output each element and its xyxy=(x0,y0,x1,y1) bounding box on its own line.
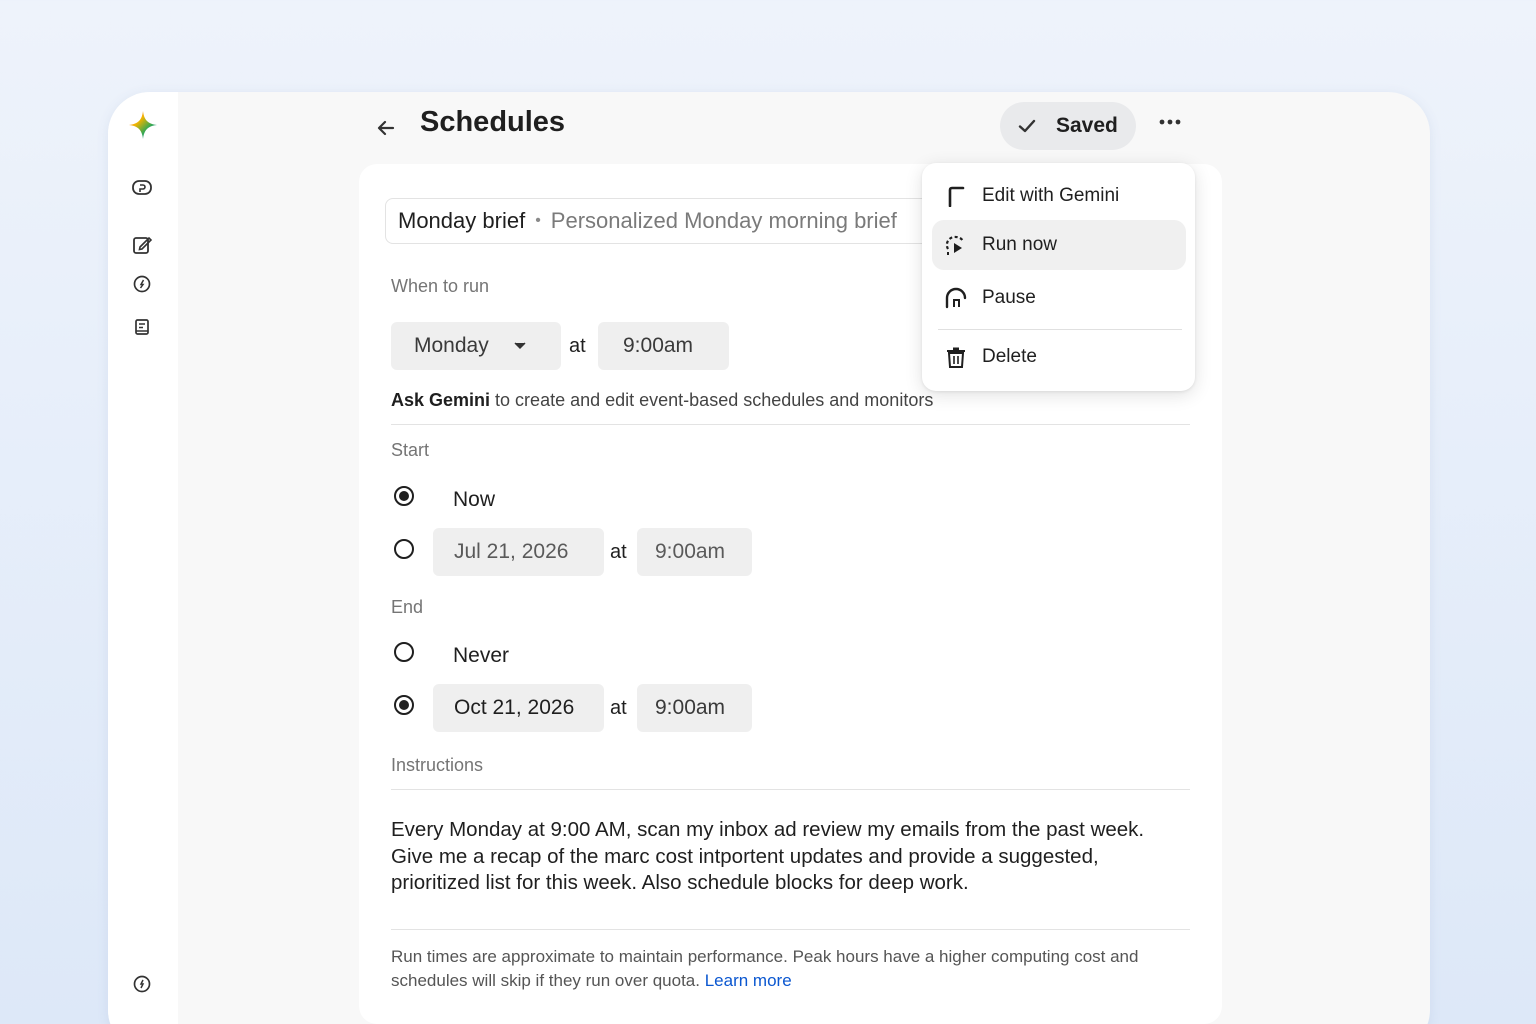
start-date-radio[interactable] xyxy=(394,539,414,559)
app-window xyxy=(108,92,1430,1024)
instructions-label: Instructions xyxy=(391,755,484,775)
nav-rail xyxy=(108,92,178,1024)
ask-gemini-hint xyxy=(391,390,933,411)
saved-label: Saved xyxy=(1056,114,1118,137)
menu-item-label: Pause xyxy=(982,287,1036,308)
at-label: at xyxy=(569,335,586,357)
edit-corner-icon xyxy=(944,184,968,208)
divider xyxy=(391,424,1190,425)
end-never-radio[interactable] xyxy=(394,642,414,662)
footnote xyxy=(391,945,1201,993)
checkmark-icon xyxy=(1016,115,1038,137)
gemini-logo-icon[interactable] xyxy=(128,110,158,140)
end-never-label: Never xyxy=(453,644,510,667)
run-time-value: 9:00am xyxy=(623,334,694,357)
run-time-field[interactable] xyxy=(598,322,729,370)
menu-item-delete[interactable] xyxy=(932,332,1186,382)
end-label: End xyxy=(391,597,424,617)
pause-icon xyxy=(944,286,968,310)
menu-item-edit-with-gemini[interactable] xyxy=(932,171,1186,221)
start-time-field[interactable] xyxy=(637,528,752,576)
start-now-label: Now xyxy=(453,488,496,511)
more-options-icon[interactable] xyxy=(1156,110,1184,134)
day-value: Monday xyxy=(414,334,489,357)
chat-bubble-icon[interactable] xyxy=(130,176,154,200)
back-arrow-icon[interactable] xyxy=(374,116,398,140)
divider xyxy=(391,929,1190,930)
start-label: Start xyxy=(391,440,430,460)
menu-item-label: Run now xyxy=(982,234,1057,255)
start-date-value: Jul 21, 2026 xyxy=(454,540,569,563)
ask-gemini-bold[interactable]: Ask Gemini xyxy=(391,390,491,410)
page-title: Schedules xyxy=(420,106,566,138)
when-to-run-label: When to run xyxy=(391,276,490,296)
start-now-radio[interactable] xyxy=(394,486,414,506)
new-chat-icon[interactable] xyxy=(130,233,154,257)
start-date-field[interactable] xyxy=(433,528,604,576)
title-separator: • xyxy=(535,212,541,229)
end-date-field[interactable] xyxy=(433,684,604,732)
day-select[interactable] xyxy=(391,322,561,370)
explore-icon[interactable] xyxy=(130,272,154,296)
trash-icon xyxy=(944,345,968,369)
ask-gemini-text: to create and edit event-based schedules and monitors xyxy=(490,390,934,410)
instructions-textarea[interactable]: Every Monday at 9:00 AM, scan my inbox ad review my emails from the past week. Give me a recap of the marc cost intportent updates and provide a suggested, prioritized list for this week. Also schedule blocks for deep work. xyxy=(391,818,1145,894)
menu-item-label: Delete xyxy=(982,346,1037,367)
end-date-radio[interactable] xyxy=(394,695,414,715)
chevron-down-icon xyxy=(513,341,527,351)
saved-button[interactable] xyxy=(1000,102,1136,150)
end-time-value: 9:00am xyxy=(655,696,726,719)
menu-item-pause[interactable] xyxy=(932,273,1186,323)
end-at-label: at xyxy=(610,697,627,719)
footnote-text: Run times are approximate to maintain performance. Peak hours have a higher computing cost and schedules will skip if they run over quota. xyxy=(391,947,1139,990)
run-now-icon xyxy=(944,233,968,257)
schedule-name: Monday brief xyxy=(398,208,526,233)
schedule-title-field[interactable] xyxy=(385,198,955,244)
divider xyxy=(391,789,1190,790)
more-options-menu xyxy=(922,163,1195,391)
start-time-value: 9:00am xyxy=(655,540,726,563)
menu-item-label: Edit with Gemini xyxy=(982,185,1120,206)
start-at-label: at xyxy=(610,541,627,563)
schedule-description: Personalized Monday morning brief xyxy=(550,208,897,233)
end-date-value: Oct 21, 2026 xyxy=(454,696,575,719)
menu-item-run-now[interactable] xyxy=(932,220,1186,270)
library-icon[interactable] xyxy=(130,315,154,339)
menu-divider xyxy=(938,329,1182,330)
activity-icon[interactable] xyxy=(130,972,154,996)
end-time-field[interactable] xyxy=(637,684,752,732)
learn-more-link[interactable]: Learn more xyxy=(704,971,792,990)
